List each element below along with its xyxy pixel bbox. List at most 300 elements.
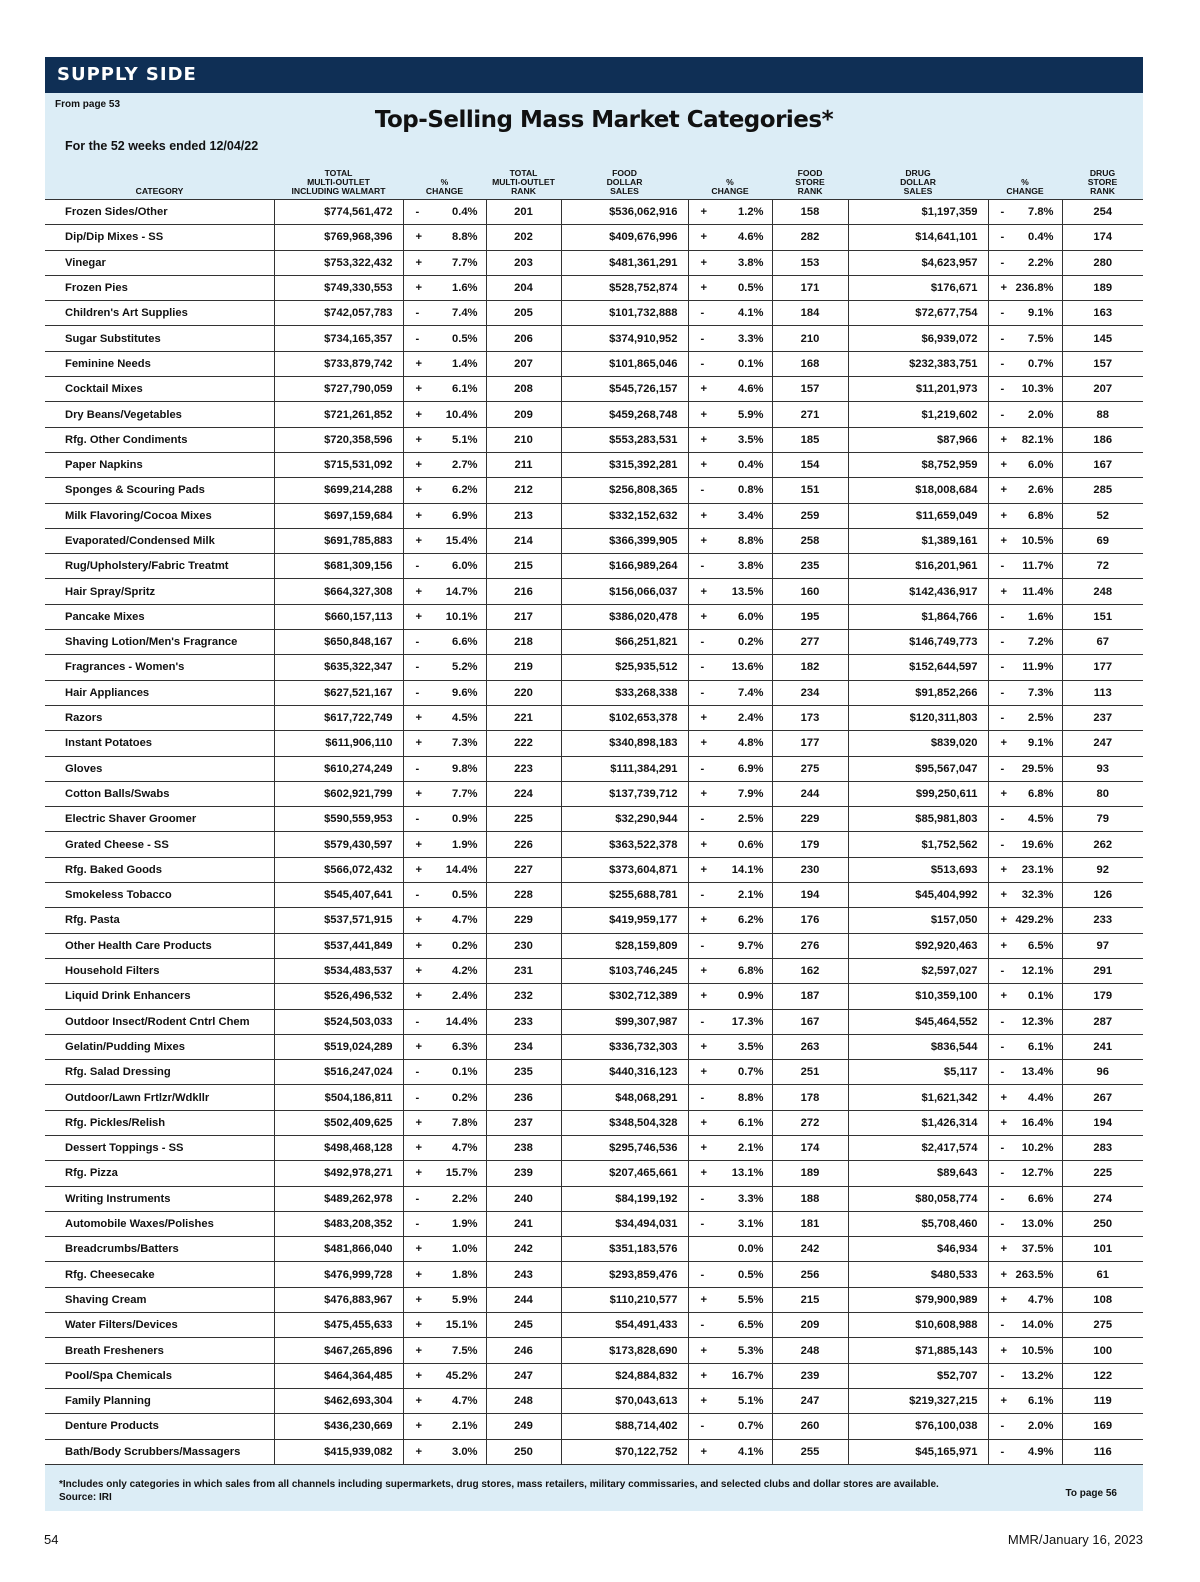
food-rank: 162 xyxy=(772,958,848,983)
food-change-value: 6.0% xyxy=(738,610,764,623)
total-change-value: 1.9% xyxy=(452,1218,478,1231)
header-total-rank: TOTAL MULTI-OUTLET RANK xyxy=(486,165,561,200)
total-change-sign: - xyxy=(415,1091,420,1104)
category-name: Household Filters xyxy=(45,958,274,983)
total-change-sign: + xyxy=(415,610,423,623)
total-change-sign: - xyxy=(415,762,420,775)
food-change-sign: - xyxy=(700,1091,705,1104)
food-sales: $336,732,303 xyxy=(561,1034,688,1059)
food-change xyxy=(688,832,772,857)
drug-change xyxy=(988,200,1062,225)
drug-sales: $52,707 xyxy=(848,1363,988,1388)
total-rank: 202 xyxy=(486,225,561,250)
drug-change xyxy=(988,377,1062,402)
drug-change-sign: - xyxy=(1000,231,1005,244)
total-rank: 213 xyxy=(486,503,561,528)
food-rank: 151 xyxy=(772,478,848,503)
total-change xyxy=(403,225,486,250)
food-change xyxy=(688,1211,772,1236)
drug-change xyxy=(988,1034,1062,1059)
food-change xyxy=(688,908,772,933)
drug-change-sign: + xyxy=(1000,1293,1008,1306)
total-rank: 242 xyxy=(486,1237,561,1262)
drug-sales: $152,644,597 xyxy=(848,655,988,680)
total-change-sign: + xyxy=(415,408,423,421)
total-change-value: 15.7% xyxy=(445,1167,478,1180)
table-row xyxy=(45,883,1143,908)
total-rank: 212 xyxy=(486,478,561,503)
total-change xyxy=(403,452,486,477)
food-sales: $419,959,177 xyxy=(561,908,688,933)
food-change xyxy=(688,1338,772,1363)
food-change-value: 3.1% xyxy=(738,1218,764,1231)
food-change xyxy=(688,1060,772,1085)
drug-sales: $1,426,314 xyxy=(848,1110,988,1135)
drug-rank: 267 xyxy=(1062,1085,1143,1110)
total-rank: 237 xyxy=(486,1110,561,1135)
food-sales: $99,307,987 xyxy=(561,1009,688,1034)
total-change-value: 9.6% xyxy=(452,686,478,699)
footnote-block xyxy=(59,1478,939,1504)
food-change-value: 0.8% xyxy=(738,484,764,497)
food-sales: $373,604,871 xyxy=(561,857,688,882)
food-change-value: 0.5% xyxy=(738,282,764,295)
total-rank: 210 xyxy=(486,427,561,452)
drug-change-value: 6.0% xyxy=(1028,459,1054,472)
food-rank: 229 xyxy=(772,807,848,832)
total-rank: 247 xyxy=(486,1363,561,1388)
total-rank: 248 xyxy=(486,1388,561,1413)
food-sales: $70,043,613 xyxy=(561,1388,688,1413)
food-change xyxy=(688,807,772,832)
food-change-value: 13.6% xyxy=(731,661,764,674)
food-rank: 244 xyxy=(772,781,848,806)
food-rank: 277 xyxy=(772,630,848,655)
drug-change xyxy=(988,503,1062,528)
drug-change-sign: + xyxy=(1000,484,1008,497)
total-change-sign: - xyxy=(415,332,420,345)
total-change-value: 15.4% xyxy=(445,535,478,547)
total-change-value: 4.7% xyxy=(452,914,478,927)
food-rank: 195 xyxy=(772,604,848,629)
drug-rank: 93 xyxy=(1062,756,1143,781)
total-change xyxy=(403,478,486,503)
total-sales: $610,274,249 xyxy=(274,756,403,781)
drug-change xyxy=(988,225,1062,250)
drug-change-value: 263.5% xyxy=(1015,1268,1054,1281)
drug-sales: $14,641,101 xyxy=(848,225,988,250)
table-row xyxy=(45,781,1143,806)
total-sales: $681,309,156 xyxy=(274,554,403,579)
drug-change xyxy=(988,1338,1062,1363)
drug-change-sign: + xyxy=(1000,1268,1008,1281)
total-sales: $769,968,396 xyxy=(274,225,403,250)
drug-rank: 88 xyxy=(1062,402,1143,427)
total-change xyxy=(403,958,486,983)
category-name: Rfg. Cheesecake xyxy=(45,1262,274,1287)
drug-change-value: 2.5% xyxy=(1028,712,1054,725)
drug-change-value: 10.5% xyxy=(1021,535,1054,547)
food-rank: 154 xyxy=(772,452,848,477)
food-rank: 178 xyxy=(772,1085,848,1110)
drug-change-sign: - xyxy=(1000,661,1005,674)
total-change-value: 7.7% xyxy=(452,787,478,800)
total-sales: $476,999,728 xyxy=(274,1262,403,1287)
total-change-sign: + xyxy=(415,509,423,522)
drug-change-value: 7.8% xyxy=(1028,206,1054,219)
food-change xyxy=(688,958,772,983)
category-name: Vinegar xyxy=(45,250,274,275)
food-change-sign: - xyxy=(700,1268,705,1281)
drug-change-value: 29.5% xyxy=(1021,762,1054,775)
drug-change-value: 7.5% xyxy=(1028,332,1054,345)
drug-change-value: 2.0% xyxy=(1028,1420,1054,1433)
drug-rank: 174 xyxy=(1062,225,1143,250)
drug-change xyxy=(988,301,1062,326)
food-change-value: 2.1% xyxy=(738,1142,764,1155)
category-name: Dry Beans/Vegetables xyxy=(45,402,274,427)
drug-change-value: 14.0% xyxy=(1021,1319,1054,1332)
drug-rank: 100 xyxy=(1062,1338,1143,1363)
drug-rank: 80 xyxy=(1062,781,1143,806)
food-change-sign: - xyxy=(700,636,705,649)
food-change-sign: - xyxy=(700,484,705,497)
table-row xyxy=(45,402,1143,427)
food-change-value: 5.1% xyxy=(738,1395,764,1408)
food-sales: $24,884,832 xyxy=(561,1363,688,1388)
drug-change xyxy=(988,1388,1062,1413)
drug-change-value: 6.1% xyxy=(1028,1395,1054,1408)
table-row xyxy=(45,1313,1143,1338)
total-change-value: 4.2% xyxy=(452,965,478,978)
category-name: Bath/Body Scrubbers/Massagers xyxy=(45,1439,274,1464)
drug-rank: 122 xyxy=(1062,1363,1143,1388)
food-rank: 181 xyxy=(772,1211,848,1236)
drug-change-value: 11.7% xyxy=(1022,560,1054,573)
drug-sales: $6,939,072 xyxy=(848,326,988,351)
total-rank: 245 xyxy=(486,1313,561,1338)
food-rank: 158 xyxy=(772,200,848,225)
category-name: Paper Napkins xyxy=(45,452,274,477)
total-change-sign: - xyxy=(415,661,420,674)
food-sales: $315,392,281 xyxy=(561,452,688,477)
section-banner xyxy=(45,57,1143,93)
category-name: Water Filters/Devices xyxy=(45,1313,274,1338)
category-name: Children's Art Supplies xyxy=(45,301,274,326)
food-change-value: 0.2% xyxy=(738,636,764,649)
food-change-value: 0.7% xyxy=(738,1420,764,1433)
category-name: Cocktail Mixes xyxy=(45,377,274,402)
total-change-value: 0.2% xyxy=(452,939,478,952)
category-name: Rfg. Pasta xyxy=(45,908,274,933)
total-change-sign: + xyxy=(415,990,423,1003)
header-food-rank: FOOD STORE RANK xyxy=(772,165,848,200)
drug-change-value: 10.5% xyxy=(1021,1344,1054,1357)
category-name: Fragrances - Women's xyxy=(45,655,274,680)
drug-rank: 177 xyxy=(1062,655,1143,680)
total-rank: 249 xyxy=(486,1414,561,1439)
food-change xyxy=(688,604,772,629)
drug-change xyxy=(988,452,1062,477)
category-name: Liquid Drink Enhancers xyxy=(45,984,274,1009)
total-change xyxy=(403,200,486,225)
drug-change-value: 1.6% xyxy=(1028,610,1054,623)
food-change-value: 0.6% xyxy=(738,838,764,851)
total-change-value: 9.8% xyxy=(452,762,478,775)
drug-change-value: 9.1% xyxy=(1028,737,1054,750)
food-rank: 263 xyxy=(772,1034,848,1059)
food-change xyxy=(688,1186,772,1211)
total-change xyxy=(403,1060,486,1085)
drug-change xyxy=(988,326,1062,351)
drug-rank: 69 xyxy=(1062,528,1143,553)
total-change xyxy=(403,705,486,730)
drug-change xyxy=(988,1313,1062,1338)
total-change-sign: - xyxy=(415,1066,420,1079)
drug-change-sign: + xyxy=(1000,863,1008,876)
category-name: Writing Instruments xyxy=(45,1186,274,1211)
category-name: Outdoor/Lawn Frtlzr/Wdkllr xyxy=(45,1085,274,1110)
food-change-sign: + xyxy=(700,712,708,725)
table-row xyxy=(45,503,1143,528)
table-row xyxy=(45,1085,1143,1110)
total-change-sign: + xyxy=(415,787,423,800)
food-rank: 275 xyxy=(772,756,848,781)
food-sales: $54,491,433 xyxy=(561,1313,688,1338)
food-change xyxy=(688,351,772,376)
drug-change-value: 0.1% xyxy=(1028,990,1054,1003)
food-change-sign: + xyxy=(700,408,708,421)
food-sales: $293,859,476 xyxy=(561,1262,688,1287)
drug-change-sign: - xyxy=(1000,1218,1005,1231)
total-change xyxy=(403,1414,486,1439)
food-rank: 271 xyxy=(772,402,848,427)
total-change-sign: + xyxy=(415,1142,423,1155)
total-change-sign: - xyxy=(415,206,420,219)
drug-change-value: 16.4% xyxy=(1021,1116,1054,1129)
header-total-sales: TOTAL MULTI-OUTLET INCLUDING WALMART xyxy=(274,165,403,200)
drug-change-sign: - xyxy=(1000,1319,1005,1332)
food-change xyxy=(688,200,772,225)
total-change xyxy=(403,655,486,680)
total-change-value: 7.7% xyxy=(452,256,478,269)
food-sales: $34,494,031 xyxy=(561,1211,688,1236)
total-change-sign: + xyxy=(415,1395,423,1408)
table-row xyxy=(45,1338,1143,1363)
section-banner-label: SUPPLY SIDE xyxy=(57,64,197,85)
total-sales: $537,571,915 xyxy=(274,908,403,933)
table-row xyxy=(45,478,1143,503)
table-row xyxy=(45,958,1143,983)
drug-change xyxy=(988,478,1062,503)
food-change-value: 13.5% xyxy=(731,585,764,598)
category-name: Shaving Lotion/Men's Fragrance xyxy=(45,630,274,655)
drug-sales: $1,197,359 xyxy=(848,200,988,225)
food-change-value: 17.3% xyxy=(731,1015,764,1028)
total-sales: $734,165,357 xyxy=(274,326,403,351)
table-row xyxy=(45,630,1143,655)
drug-rank: 92 xyxy=(1062,857,1143,882)
total-sales: $483,208,352 xyxy=(274,1211,403,1236)
drug-change-value: 236.8% xyxy=(1015,282,1054,295)
food-sales: $33,268,338 xyxy=(561,680,688,705)
food-change-value: 5.3% xyxy=(738,1344,764,1357)
drug-rank: 157 xyxy=(1062,351,1143,376)
food-sales: $137,739,712 xyxy=(561,781,688,806)
food-rank: 160 xyxy=(772,579,848,604)
category-name: Pool/Spa Chemicals xyxy=(45,1363,274,1388)
table-row xyxy=(45,680,1143,705)
table-row xyxy=(45,1186,1143,1211)
total-change-sign: + xyxy=(415,838,423,851)
total-sales: $534,483,537 xyxy=(274,958,403,983)
category-name: Milk Flavoring/Cocoa Mixes xyxy=(45,503,274,528)
total-sales: $727,790,059 xyxy=(274,377,403,402)
drug-change-sign: + xyxy=(1000,509,1008,522)
food-change xyxy=(688,275,772,300)
food-change-sign: + xyxy=(700,1445,708,1458)
food-rank: 239 xyxy=(772,1363,848,1388)
total-sales: $545,407,641 xyxy=(274,883,403,908)
total-change-sign: + xyxy=(415,433,423,446)
drug-change-sign: + xyxy=(1000,535,1008,547)
drug-change-sign: - xyxy=(1000,1066,1005,1079)
table-row xyxy=(45,731,1143,756)
food-change-sign: - xyxy=(700,939,705,952)
category-name: Dessert Toppings - SS xyxy=(45,1135,274,1160)
drug-rank: 108 xyxy=(1062,1287,1143,1312)
food-sales: $363,522,378 xyxy=(561,832,688,857)
food-change xyxy=(688,630,772,655)
food-change-value: 5.9% xyxy=(738,408,764,421)
total-change xyxy=(403,1110,486,1135)
drug-change xyxy=(988,933,1062,958)
drug-sales: $79,900,989 xyxy=(848,1287,988,1312)
total-change-value: 2.2% xyxy=(452,1192,478,1205)
food-rank: 210 xyxy=(772,326,848,351)
total-change-sign: + xyxy=(415,585,423,598)
footnote: *Includes only categories in which sales from all channels including supermarkets, drug stores, mass retailers, military commissaries, and selected clubs and dollar stores are available. xyxy=(59,1479,939,1490)
drug-change-sign: - xyxy=(1000,636,1005,649)
total-sales: $475,455,633 xyxy=(274,1313,403,1338)
drug-sales: $89,643 xyxy=(848,1161,988,1186)
food-change xyxy=(688,528,772,553)
total-change-value: 6.6% xyxy=(452,636,478,649)
drug-sales: $10,608,988 xyxy=(848,1313,988,1338)
food-change xyxy=(688,857,772,882)
total-change-sign: + xyxy=(415,231,423,244)
total-change xyxy=(403,1287,486,1312)
food-sales: $32,290,944 xyxy=(561,807,688,832)
food-change-sign: + xyxy=(700,1344,708,1357)
food-sales: $256,808,365 xyxy=(561,478,688,503)
drug-sales: $5,117 xyxy=(848,1060,988,1085)
total-change xyxy=(403,554,486,579)
table-row xyxy=(45,1034,1143,1059)
drug-change-sign: + xyxy=(1000,889,1008,902)
food-change-value: 0.4% xyxy=(738,459,764,472)
drug-change xyxy=(988,883,1062,908)
total-sales: $498,468,128 xyxy=(274,1135,403,1160)
drug-sales: $45,404,992 xyxy=(848,883,988,908)
drug-rank: 96 xyxy=(1062,1060,1143,1085)
total-change-sign: - xyxy=(415,1192,420,1205)
drug-change-sign: + xyxy=(1000,787,1008,800)
total-change-sign: - xyxy=(415,686,420,699)
total-change xyxy=(403,731,486,756)
drug-rank: 241 xyxy=(1062,1034,1143,1059)
food-change-sign: - xyxy=(700,889,705,902)
food-sales: $156,066,037 xyxy=(561,579,688,604)
food-rank: 194 xyxy=(772,883,848,908)
food-change xyxy=(688,1262,772,1287)
drug-change-sign: - xyxy=(1000,838,1005,851)
total-sales: $436,230,669 xyxy=(274,1414,403,1439)
table-row xyxy=(45,1135,1143,1160)
total-change xyxy=(403,1388,486,1413)
total-change-sign: + xyxy=(415,737,423,750)
drug-sales: $95,567,047 xyxy=(848,756,988,781)
drug-change xyxy=(988,781,1062,806)
total-change-sign: + xyxy=(415,1243,423,1256)
drug-change xyxy=(988,832,1062,857)
header-food-sales: FOOD DOLLAR SALES xyxy=(561,165,688,200)
total-rank: 207 xyxy=(486,351,561,376)
total-change-value: 7.3% xyxy=(452,737,478,750)
total-change-value: 14.7% xyxy=(445,585,478,598)
category-name: Denture Products xyxy=(45,1414,274,1439)
food-sales: $111,384,291 xyxy=(561,756,688,781)
drug-change-value: 6.5% xyxy=(1028,939,1054,952)
food-change xyxy=(688,503,772,528)
drug-change-sign: - xyxy=(1000,1445,1005,1458)
table-row xyxy=(45,351,1143,376)
drug-change-value: 4.7% xyxy=(1028,1293,1054,1306)
source-note: Source: IRI xyxy=(59,1492,112,1503)
food-sales: $166,989,264 xyxy=(561,554,688,579)
page-number: 54 xyxy=(44,1532,59,1547)
total-change xyxy=(403,275,486,300)
food-sales: $440,316,123 xyxy=(561,1060,688,1085)
category-name: Rfg. Baked Goods xyxy=(45,857,274,882)
food-change-value: 14.1% xyxy=(731,863,764,876)
drug-change xyxy=(988,579,1062,604)
food-rank: 230 xyxy=(772,857,848,882)
total-change-value: 0.4% xyxy=(452,206,478,219)
total-change xyxy=(403,908,486,933)
drug-rank: 287 xyxy=(1062,1009,1143,1034)
category-name: Razors xyxy=(45,705,274,730)
food-change-sign: - xyxy=(700,332,705,345)
total-change-value: 2.4% xyxy=(452,990,478,1003)
food-rank: 168 xyxy=(772,351,848,376)
table-row xyxy=(45,275,1143,300)
drug-change-value: 9.1% xyxy=(1028,307,1054,320)
total-change xyxy=(403,1363,486,1388)
total-change-value: 6.1% xyxy=(452,383,478,396)
total-rank: 219 xyxy=(486,655,561,680)
drug-change-value: 82.1% xyxy=(1021,433,1054,446)
total-change-sign: + xyxy=(415,965,423,978)
total-sales: $720,358,596 xyxy=(274,427,403,452)
drug-change xyxy=(988,1135,1062,1160)
food-sales: $28,159,809 xyxy=(561,933,688,958)
drug-change-value: 6.1% xyxy=(1028,1040,1054,1053)
drug-rank: 237 xyxy=(1062,705,1143,730)
total-change-value: 7.4% xyxy=(452,307,478,320)
food-rank: 259 xyxy=(772,503,848,528)
food-rank: 187 xyxy=(772,984,848,1009)
